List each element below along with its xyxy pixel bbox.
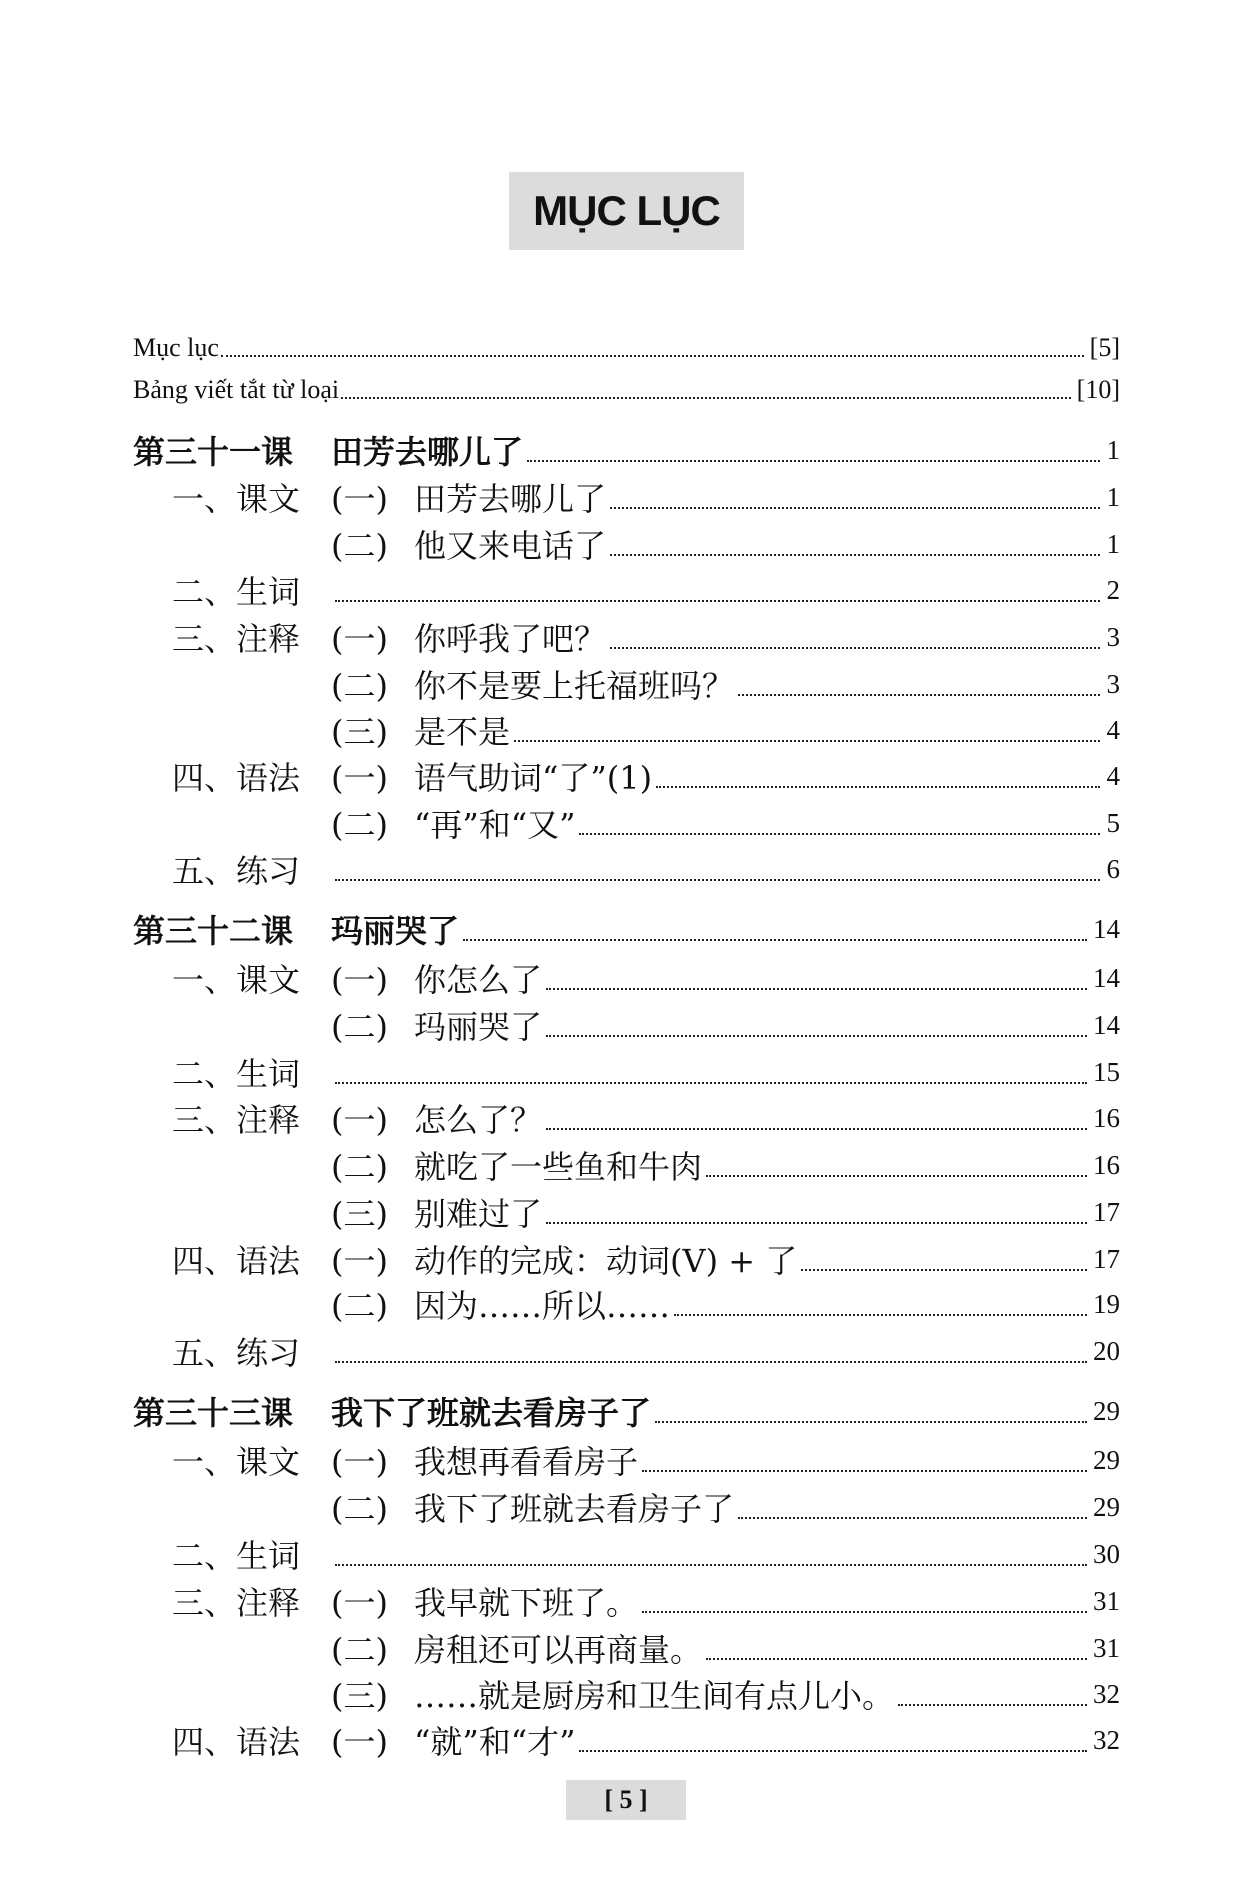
dot-leader <box>642 1470 1087 1472</box>
toc-front-entry <box>133 366 1120 414</box>
section-label: 五、练习 <box>172 852 301 890</box>
entry-title: 他又来电话了 <box>414 527 607 565</box>
dot-leader <box>546 1222 1087 1224</box>
section-label: 一、课文 <box>172 1443 301 1481</box>
subsection-marker: (一) <box>331 1242 388 1280</box>
toc-entry <box>133 706 1120 754</box>
toc-entry <box>133 1624 1120 1672</box>
entry-title: 就吃了一些鱼和牛肉 <box>414 1148 703 1186</box>
dot-leader <box>514 740 1100 742</box>
entry-title: 玛丽哭了 <box>414 1008 543 1046</box>
footer-page-number: [ 5 ] <box>604 1785 648 1814</box>
dot-leader <box>335 879 1100 881</box>
dot-leader <box>335 1564 1087 1566</box>
toc-entry <box>133 1094 1120 1142</box>
dot-leader <box>546 1035 1087 1037</box>
toc-entry <box>133 1716 1120 1764</box>
dot-leader <box>546 1128 1087 1130</box>
section-label: 三、注释 <box>172 1584 301 1622</box>
page-number: 1 <box>1106 434 1120 465</box>
page-number: 29 <box>1093 1491 1120 1522</box>
dot-leader <box>335 1361 1087 1363</box>
dot-leader <box>610 647 1100 649</box>
entry-title: 田芳去哪儿了 <box>414 480 607 518</box>
page-number: 14 <box>1093 1009 1120 1040</box>
subsection-marker: (二) <box>331 806 388 844</box>
page-number: 16 <box>1093 1102 1120 1133</box>
section-label: 三、注释 <box>172 620 301 658</box>
subsection-marker: (三) <box>331 1195 388 1233</box>
toc-entry <box>133 1048 1120 1096</box>
lesson-number: 第三十三课 <box>133 1394 294 1432</box>
entry-title: Bảng viết tắt từ loại <box>133 375 340 404</box>
subsection-marker: (一) <box>331 1723 388 1761</box>
entry-title: 你怎么了 <box>414 961 543 999</box>
page-number: 30 <box>1093 1538 1120 1569</box>
lesson-number: 第三十二课 <box>133 912 294 950</box>
page-number: 16 <box>1093 1149 1120 1180</box>
entry-title: 你不是要上托福班吗？ <box>414 667 735 705</box>
page-number: [10] <box>1076 375 1120 404</box>
toc-entry <box>133 752 1120 800</box>
dot-leader <box>579 833 1100 835</box>
page-number: 14 <box>1093 913 1120 944</box>
entry-title: 语气助词“了”(1) <box>414 759 653 797</box>
dot-leader <box>642 1611 1087 1613</box>
subsection-marker: (二) <box>331 1631 388 1669</box>
toc-entry <box>133 1483 1120 1531</box>
dot-leader <box>801 1269 1087 1271</box>
page-number: 15 <box>1093 1056 1120 1087</box>
page-number: 20 <box>1093 1335 1120 1366</box>
page-title: MỤC LỤC <box>533 187 720 234</box>
dot-leader <box>527 460 1100 462</box>
subsection-marker: (一) <box>331 620 388 658</box>
dot-leader <box>610 507 1100 509</box>
toc-entry <box>133 1577 1120 1625</box>
page-number: 31 <box>1093 1632 1120 1663</box>
subsection-marker: (二) <box>331 1148 388 1186</box>
subsection-marker: (三) <box>331 1677 388 1715</box>
toc-entry <box>133 1670 1120 1718</box>
toc-entry <box>133 660 1120 708</box>
page-number: 1 <box>1106 481 1120 512</box>
toc-lesson-heading <box>133 905 1120 953</box>
dot-leader <box>674 1314 1087 1316</box>
dot-leader <box>221 355 1084 357</box>
entry-title: 你呼我了吧？ <box>414 620 607 658</box>
toc-lesson-heading <box>133 426 1120 474</box>
toc-entry <box>133 520 1120 568</box>
entry-title: ……就是厨房和卫生间有点儿小。 <box>414 1677 895 1715</box>
page-number: 19 <box>1093 1288 1120 1319</box>
subsection-marker: (二) <box>331 1490 388 1528</box>
page-number: 31 <box>1093 1585 1120 1616</box>
toc-entry <box>133 613 1120 661</box>
entry-title: 我想再看看房子 <box>414 1443 639 1481</box>
section-label: 一、课文 <box>172 961 301 999</box>
toc-entry <box>133 799 1120 847</box>
page-number: 4 <box>1106 714 1120 745</box>
page-number: 29 <box>1093 1444 1120 1475</box>
subsection-marker: (二) <box>331 527 388 565</box>
dot-leader <box>706 1658 1087 1660</box>
section-label: 二、生词 <box>172 1537 301 1575</box>
toc-lesson-heading <box>133 1387 1120 1435</box>
dot-leader <box>335 1082 1087 1084</box>
dot-leader <box>610 554 1100 556</box>
toc-entry <box>133 1436 1120 1484</box>
toc-entry <box>133 954 1120 1002</box>
page-number: 14 <box>1093 962 1120 993</box>
page-number-box <box>566 1780 686 1820</box>
section-label: 三、注释 <box>172 1101 301 1139</box>
entry-title: “再”和“又” <box>414 806 576 844</box>
subsection-marker: (一) <box>331 480 388 518</box>
page-number: 2 <box>1106 574 1120 605</box>
page-number: 5 <box>1106 807 1120 838</box>
dot-leader <box>706 1175 1087 1177</box>
entry-title: 我早就下班了。 <box>414 1584 639 1622</box>
dot-leader <box>546 988 1087 990</box>
section-label: 二、生词 <box>172 573 301 611</box>
page-number: 3 <box>1106 621 1120 652</box>
page-number: 4 <box>1106 760 1120 791</box>
subsection-marker: (一) <box>331 961 388 999</box>
entry-title: 动作的完成：动词(V) + 了 <box>414 1242 798 1280</box>
subsection-marker: (一) <box>331 1584 388 1622</box>
dot-leader <box>335 600 1100 602</box>
page-number: [5] <box>1089 333 1120 362</box>
toc-entry <box>133 1188 1120 1236</box>
dot-leader <box>656 786 1100 788</box>
entry-title: 是不是 <box>414 713 511 751</box>
page-number: 1 <box>1106 528 1120 559</box>
dot-leader <box>341 397 1071 399</box>
page-number: 6 <box>1106 853 1120 884</box>
section-label: 二、生词 <box>172 1055 301 1093</box>
dot-leader <box>655 1421 1087 1423</box>
dot-leader <box>738 1517 1087 1519</box>
subsection-marker: (三) <box>331 713 388 751</box>
page-number: 17 <box>1093 1196 1120 1227</box>
subsection-marker: (一) <box>331 759 388 797</box>
dot-leader <box>579 1750 1087 1752</box>
section-label: 四、语法 <box>172 1723 301 1761</box>
toc-front-entry <box>133 324 1120 372</box>
lesson-title: 田芳去哪儿了 <box>331 433 524 471</box>
toc-entry <box>133 1001 1120 1049</box>
lesson-title: 玛丽哭了 <box>331 912 460 950</box>
dot-leader <box>738 694 1100 696</box>
page-number: 32 <box>1093 1724 1120 1755</box>
lesson-title: 我下了班就去看房子了 <box>331 1394 652 1432</box>
toc-entry <box>133 1235 1120 1283</box>
subsection-marker: (二) <box>331 1287 388 1325</box>
toc-entry <box>133 1280 1120 1328</box>
section-label: 四、语法 <box>172 759 301 797</box>
toc-entry <box>133 1327 1120 1375</box>
toc-entry <box>133 1530 1120 1578</box>
page-number: 29 <box>1093 1395 1120 1426</box>
subsection-marker: (一) <box>331 1443 388 1481</box>
entry-title: 因为……所以…… <box>414 1287 671 1325</box>
dot-leader <box>463 939 1087 941</box>
entry-title: 怎么了？ <box>414 1101 543 1139</box>
page-number: 17 <box>1093 1243 1120 1274</box>
toc-entry <box>133 1141 1120 1189</box>
entry-title: 我下了班就去看房子了 <box>414 1490 735 1528</box>
subsection-marker: (二) <box>331 667 388 705</box>
toc-entry <box>133 845 1120 893</box>
entry-title: Mục lục <box>133 333 219 362</box>
toc-entry <box>133 473 1120 521</box>
entry-title: 别难过了 <box>414 1195 543 1233</box>
section-label: 一、课文 <box>172 480 301 518</box>
lesson-number: 第三十一课 <box>133 433 294 471</box>
section-label: 五、练习 <box>172 1334 301 1372</box>
subsection-marker: (一) <box>331 1101 388 1139</box>
page-number: 32 <box>1093 1678 1120 1709</box>
page-number: 3 <box>1106 668 1120 699</box>
entry-title: “就”和“才” <box>414 1723 576 1761</box>
entry-title: 房租还可以再商量。 <box>414 1631 703 1669</box>
toc-entry <box>133 566 1120 614</box>
subsection-marker: (二) <box>331 1008 388 1046</box>
dot-leader <box>898 1704 1087 1706</box>
table-of-contents <box>133 0 1120 1780</box>
section-label: 四、语法 <box>172 1242 301 1280</box>
